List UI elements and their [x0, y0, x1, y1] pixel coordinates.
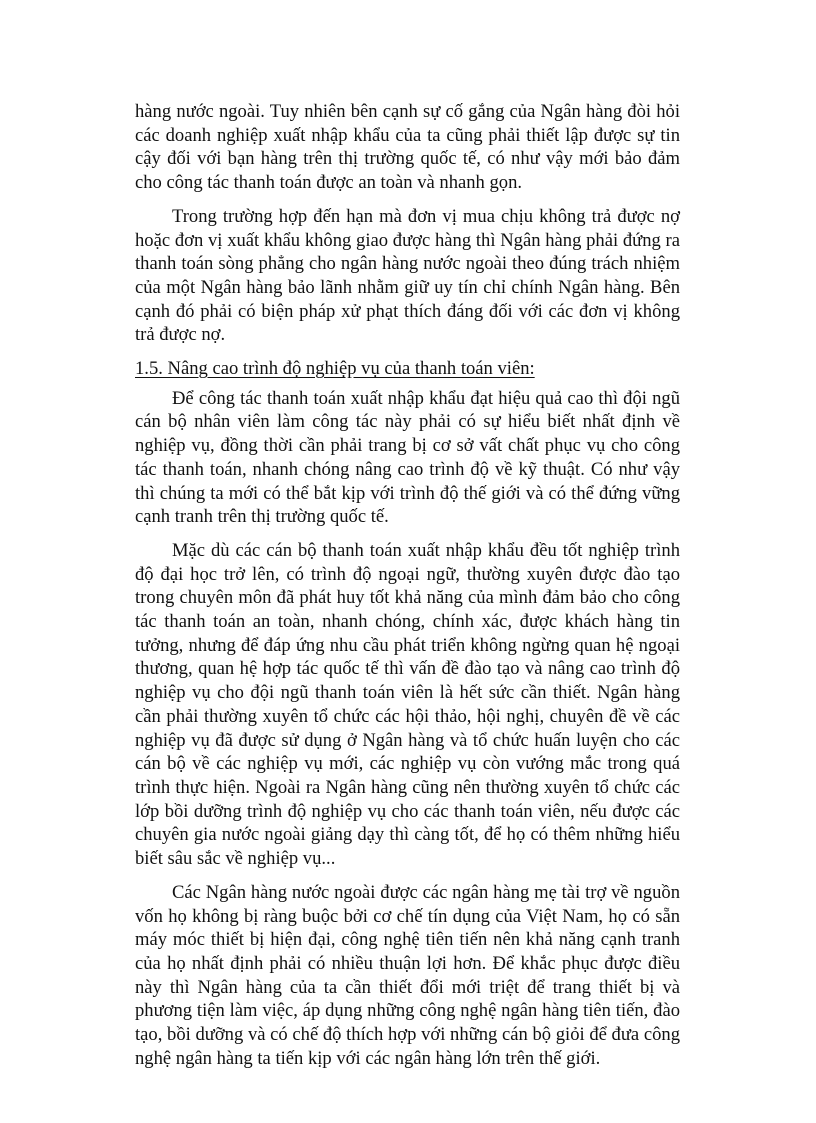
paragraph-guarantee: Trong trường hợp đến hạn mà đơn vị mua chịu không trả được nợ hoặc đơn vị xuất khẩu không giao được hàng thì Ngân hàng phải đứng ra thanh toán sòng phẳng cho ngân hàng nước ngoài theo đúng trách nhiệm của một Ngân hàng bảo lãnh nhằm giữ uy tín chỉ chính Ngân hàng. Bên cạnh đó phải có biện pháp xử phạt thích đáng đối với các đơn vị không trả được nợ.: [135, 205, 680, 346]
paragraph-continuation: hàng nước ngoài. Tuy nhiên bên cạnh sự cố gắng của Ngân hàng đòi hỏi các doanh nghiệp xuất nhập khẩu của ta cũng phải thiết lập được sự tin cậy đối với bạn hàng trên thị trường quốc tế, có như vậy mới bảo đảm cho công tác thanh toán được an toàn và nhanh gọn.: [135, 101, 680, 194]
paragraph-staff-knowledge: Để công tác thanh toán xuất nhập khẩu đạt hiệu quả cao thì đội ngũ cán bộ nhân viên làm công tác này phải có sự hiểu biết nhất định về nghiệp vụ, đồng thời cần phải trang bị cơ sở vất chất phục vụ cho công tác thanh toán, nhanh chóng nâng cao trình độ về kỹ thuật. Có như vậy thì chúng ta mới có thể bắt kịp với trình độ thế giới và có thể đứng vững cạnh tranh trên thị trường quốc tế.: [135, 387, 680, 528]
section-heading: 1.5. Nâng cao trình độ nghiệp vụ của thanh toán viên:: [135, 358, 535, 380]
paragraph-foreign-banks: Các Ngân hàng nước ngoài được các ngân hàng mẹ tài trợ về nguồn vốn họ không bị ràng buộc bởi cơ chế tín dụng của Việt Nam, họ có sẵn máy móc thiết bị hiện đại, công nghệ tiên tiến nên khả năng cạnh tranh của họ nhất định phải có nhiều thuận lợi hơn. Để khắc phục được điều này thì Ngân hàng của ta cần thiết đổi mới triệt để trang thiết bị và phương tiện làm việc, áp dụng những công nghệ ngân hàng tiên tiến, đào tạo, bồi dưỡng và có chế độ thích hợp với những cán bộ giỏi để đưa công nghệ ngân hàng ta tiến kịp với các ngân hàng lớn trên thế giới.: [135, 881, 680, 1069]
document-page: [135, 100, 680, 1080]
paragraph-training: Mặc dù các cán bộ thanh toán xuất nhập khẩu đều tốt nghiệp trình độ đại học trở lên, có trình độ ngoại ngữ, thường xuyên được đào tạo trong chuyên môn đã phát huy tốt khả năng của mình đảm bảo cho công tác thanh toán an toàn, nhanh chóng, chính xác, được khách hàng tin tưởng, nhưng để đáp ứng nhu cầu phát triển không ngừng quan hệ ngoại thương, quan hệ hợp tác quốc tế thì vấn đề đào tạo và nâng cao trình độ nghiệp vụ cho đội ngũ thanh toán viên là hết sức cần thiết. Ngân hàng cần phải thường xuyên tổ chức các hội thảo, hội nghị, chuyên đề về các nghiệp vụ đã được sử dụng ở Ngân hàng và tổ chức huấn luyện cho các cán bộ về các nghiệp vụ mới, các nghiệp vụ còn vướng mắc trong quá trình thực hiện. Ngoài ra Ngân hàng cũng nên thường xuyên tổ chức các lớp bồi dưỡng trình độ nghiệp vụ cho các thanh toán viên, nếu được các chuyên gia nước ngoài giảng dạy thì càng tốt, để họ có thêm những hiểu biết sâu sắc về nghiệp vụ...: [135, 539, 680, 870]
